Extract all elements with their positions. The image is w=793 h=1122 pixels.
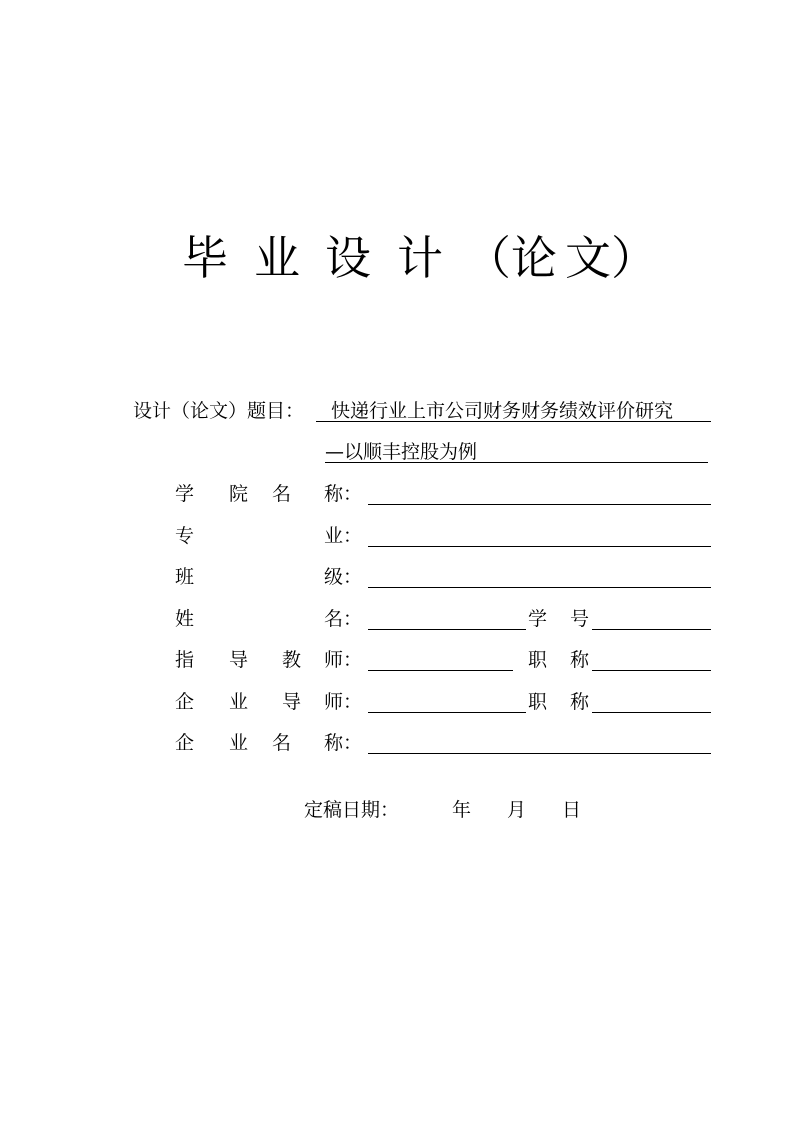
- class-underline: [368, 587, 711, 588]
- student-id-underline: [592, 629, 711, 630]
- major-underline: [368, 546, 711, 547]
- company-name-underline: [368, 753, 711, 754]
- title-char: （论: [465, 231, 557, 285]
- advisor-title-underline: [592, 670, 711, 671]
- name-underline: [368, 629, 526, 630]
- title-char: 计: [397, 231, 443, 285]
- topic-underline-1: [316, 421, 711, 422]
- title-char: 设: [325, 231, 371, 285]
- date-year: 年: [452, 799, 472, 821]
- date-month: 月: [507, 799, 527, 821]
- date-day: 日: [562, 799, 582, 821]
- company-advisor-underline: [368, 712, 526, 713]
- page-title: [182, 228, 657, 288]
- title-char: 毕: [182, 231, 228, 285]
- topic-label: 设计（论文）题目：: [133, 400, 305, 422]
- college-underline: [368, 504, 711, 505]
- advisor-underline: [368, 670, 513, 671]
- title-char: 业: [254, 231, 300, 285]
- topic-line-2: —以顺丰控股为例: [325, 441, 478, 463]
- date-label: 定稿日期：: [304, 799, 400, 821]
- topic-line-1: 快递行业上市公司财务财务绩效评价研究: [331, 400, 674, 422]
- topic-underline-2: [325, 462, 708, 463]
- company-advisor-title-underline: [592, 712, 711, 713]
- title-char: 文）: [565, 231, 657, 285]
